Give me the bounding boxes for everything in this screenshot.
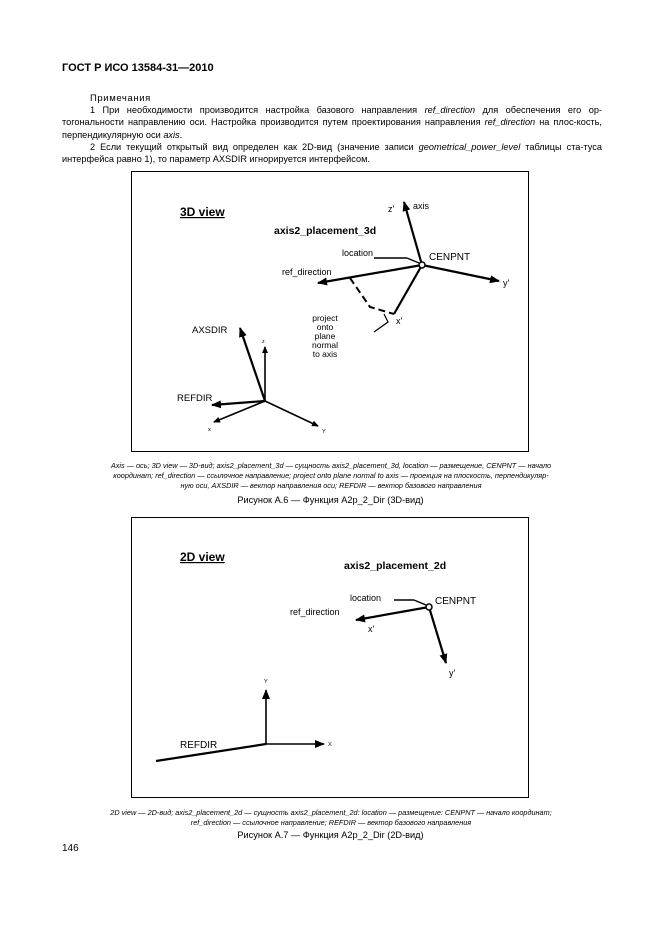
note-2-text-c: таблицы ста-туса интерфейса равно 1), то параметр AXSDIR игнорируется интерфейсом. [62,142,602,165]
figure-2d-entity-label: axis2_placement_2d [344,560,447,572]
figure-3d-legend-line-1: Axis — ось; 3D view — 3D-вид; axis2_placement_3d — сущность axis2_placement_3d, location — размещение, CENPNT — начало [110,461,552,470]
note-2-number: 2 [90,142,96,152]
ref-direction-2d-label: ref_direction [290,607,340,617]
ref-direction-2d-arrow [356,607,429,620]
note-1 [62,104,602,141]
notes-heading: Примечания [90,93,151,104]
note-1-text-f: axis [163,129,180,140]
y-prime-label: y' [503,278,510,288]
z-prime-label: z' [388,204,395,214]
figure-2d-legend [60,808,602,828]
project-line-1: project [312,313,338,323]
cenpnt-2d-label: CENPNT [435,596,477,607]
cenpnt-2d-origin-point [426,604,432,610]
figure-2d-title: 2D view [180,550,225,564]
location-label: location [342,248,374,258]
ref-direction-label: ref_direction [282,267,332,277]
note-1-text-a: При необходимости производится настройка базового направления [102,105,425,115]
figure-2d-legend-line-2: ref_direction — ссылочное направление; REFDIR — вектор базового направления [190,818,472,827]
axis-label: axis [413,201,430,211]
x-prime-label: x' [396,316,403,326]
figure-3d-title: 3D view [180,205,225,219]
note-2-text-a: Если текущий открытый вид определен как 2D-вид (значение записи [100,142,419,152]
figure-3d-legend [60,461,602,491]
figure-3d-diagram [132,172,528,451]
page-number: 146 [62,843,79,854]
axis-y-prime-arrow [422,265,499,281]
world-z-label: z [262,339,265,345]
figure-2d-legend-line-1: 2D view — 2D-вид; axis2_placement_2d — сущность axis2_placement_2d: location — размещение: CENPNT — начало координат; [110,808,552,817]
project-line-5: to axis [312,349,338,359]
axis-z-prime-arrow [404,202,422,265]
cenpnt-origin-point [419,262,425,268]
document-header: ГОСТ Р ИСО 13584-31—2010 [62,62,214,74]
figure-3d-legend-line-2: координат; ref_direction — ссылочное направление; project onto plane normal to axis — проекция на плоскость, перпендикуляр- [113,471,549,480]
world-x-label: x [208,427,211,433]
note-2-text-b: geometrical_power_level [418,142,521,152]
location-2d-pointer-tip [414,600,426,605]
location-2d-label: location [350,593,382,603]
refdir-2d-label: REFDIR [180,740,218,751]
note-1-text-b: ref_direction [424,105,476,115]
note-1-number: 1 [90,105,96,115]
project-onto-plane-note [312,313,338,359]
note-2 [62,141,602,166]
figure-2d-diagram [132,518,528,797]
axis-x-prime-line [394,265,422,314]
figure-3d-caption: Рисунок А.6 — Функция A2p_2_Dir (3D-вид) [237,495,424,505]
note-1-text-d: ref_direction [484,117,536,128]
projection-leader-line [374,314,388,332]
note-1-text-g: . [179,129,183,140]
axsdir-label: AXSDIR [192,325,228,336]
location-pointer-tip [407,258,419,263]
world-y-axis-arrow [265,401,318,426]
project-line-4: normal [312,340,338,350]
project-line-2: onto [316,322,334,332]
refdir-label: REFDIR [177,393,213,404]
projection-dashed-path [350,278,394,314]
y-prime-2d-arrow [429,607,446,663]
x-prime-2d-label: x' [368,624,375,634]
world-y-label: Y [322,429,326,435]
cenpnt-label: CENPNT [429,252,471,263]
figure-3d-entity-label: axis2_placement_3d [274,225,377,237]
figure-3d-view [131,171,529,452]
figure-2d-view [131,517,529,798]
project-line-3: plane [314,331,336,341]
figure-2d-caption: Рисунок А.7 — Функция A2p_2_Dir (2D-вид) [237,830,424,840]
figure-3d-legend-line-3: ную оси, AXSDIR — вектор направления оси; REFDIR — вектор базового направления [180,481,482,490]
world-2d-x-label: X [328,742,332,748]
note-1-text-c: для обеспечения его ор-тогональности направлению оси. Настройка производится путем проектирования направления [62,105,602,128]
world-2d-y-label: Y [264,679,268,685]
y-prime-2d-label: y' [449,668,456,678]
ref-direction-arrow [318,265,422,283]
note-1-text-e: на плос-кость, перпендикулярную оси [62,117,602,140]
